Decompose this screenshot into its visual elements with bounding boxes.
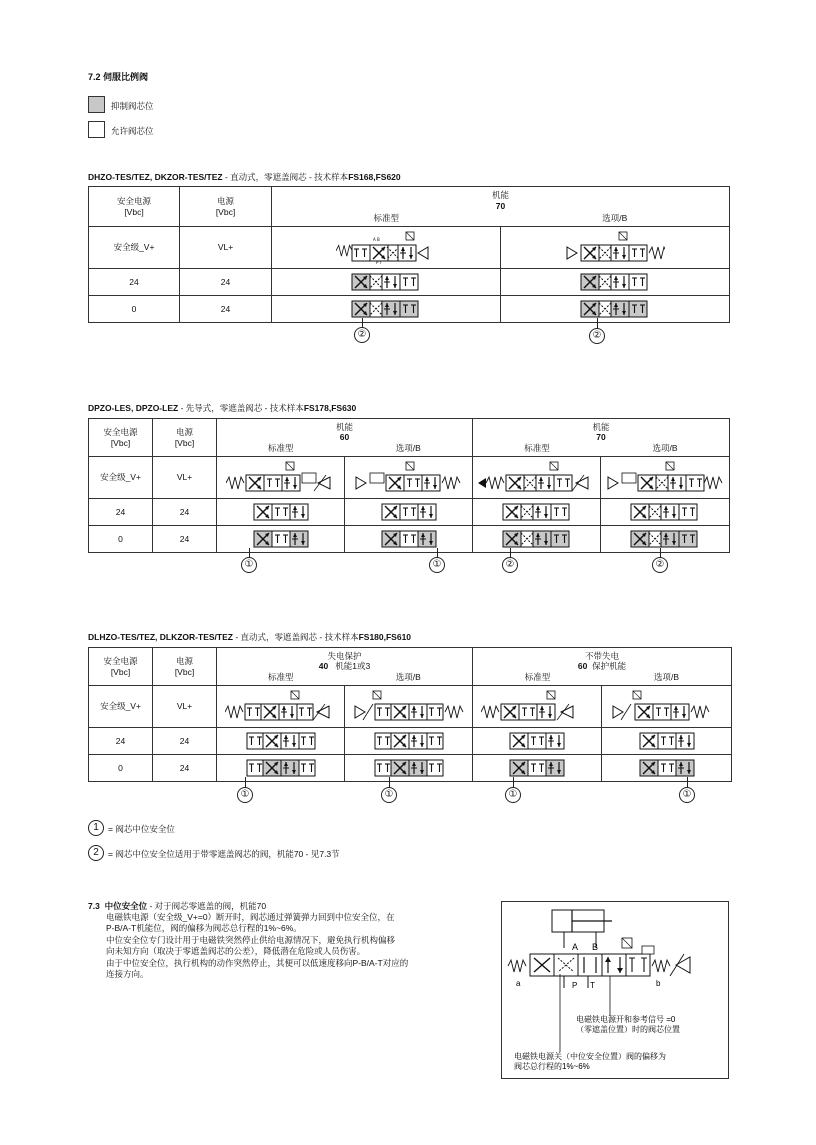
table1-row2-safety: 24 — [89, 269, 180, 296]
table3-col-power: 电源 [Vbc] — [153, 648, 217, 686]
table3-row3-sym4 — [602, 755, 732, 782]
table2-group-70 — [473, 419, 730, 457]
section-7-3-title-bold: 中位安全位 — [104, 901, 148, 911]
body-line: 连接方向。 — [106, 969, 149, 980]
table2-row3-safety: 0 — [89, 526, 153, 553]
table2-col-safety: 安全电源 [Vbc] — [89, 419, 153, 457]
table3-callout-3: ① — [505, 787, 521, 803]
table3-col-safety: 安全电源 [Vbc] — [89, 648, 153, 686]
section-7-3-num: 7.3 — [88, 901, 100, 911]
table1-callout-std: ② — [354, 327, 370, 343]
table1-row3-safety: 0 — [89, 296, 180, 323]
section-7-3-title — [88, 900, 266, 912]
table2-callout-4: ② — [652, 557, 668, 573]
valve-symbol-opt — [565, 231, 665, 265]
table3-row3-power: 24 — [153, 755, 217, 782]
note1-mark: 1 — [88, 820, 104, 836]
table3-row2-sym1 — [217, 728, 345, 755]
table3 — [88, 647, 732, 782]
svg-text:P T: P T — [376, 259, 383, 265]
table3-row2-safety: 24 — [89, 728, 153, 755]
diagram-note1-line2: （零遮盖位置）时的阀芯位置 — [576, 1025, 680, 1034]
spool-symbol — [381, 529, 437, 549]
table2-g2-func-value: 70 — [596, 432, 606, 442]
table1-col-safety: 安全电源 [Vbc] — [89, 187, 180, 227]
note1-text: = 阀芯中位安全位 — [108, 824, 175, 834]
table3-row1-sym2 — [345, 686, 473, 728]
table1-heading-ref: FS168,FS620 — [348, 172, 401, 182]
table2-g2-func-label: 机能 — [592, 422, 610, 432]
valve-symbol-opt — [353, 690, 465, 724]
spool-symbol — [374, 758, 444, 778]
note2-text: = 阀芯中位安全位适用于带零遮盖阀芯的阀，机能70 - 见7.3节 — [108, 849, 340, 859]
table3-g2-num: 60 — [577, 661, 588, 671]
spool-symbol — [580, 272, 650, 292]
table2-callout-2: ① — [429, 557, 445, 573]
table2-g1-sub-std: 标准型 — [267, 443, 294, 453]
table3-callout-4: ① — [679, 787, 695, 803]
table3-heading-models: DLHZO-TES/TEZ, DLKZOR-TES/TEZ — [88, 632, 233, 642]
port-b-label: B — [592, 942, 599, 952]
table1-col-power: 电源 [Vbc] — [180, 187, 272, 227]
table3-row1-sym4 — [602, 686, 732, 728]
table3-g2-sub-std: 标准型 — [524, 672, 551, 682]
table3-row1-power: VL+ — [153, 686, 217, 728]
diagram-note2-line1: 电磁铁电源关（中位安全位置）阀的偏移为 — [514, 1052, 666, 1061]
body-line: P-B/A-T机能位，阀的偏移为阀芯总行程的1%~6%。 — [106, 923, 302, 934]
table2-row1-sym4 — [601, 457, 730, 499]
table2-group-60 — [217, 419, 473, 457]
spool-symbol — [509, 731, 565, 751]
table3-row1-sym3 — [473, 686, 602, 728]
section-7-3-title-rest: - 对于阀芯零遮盖的阀，机能70 — [147, 901, 267, 911]
spool-symbol — [630, 529, 700, 549]
table3-callout-2: ① — [381, 787, 397, 803]
table1-func-value: 70 — [495, 201, 506, 211]
table3-g1-title: 失电保护 — [327, 651, 362, 661]
spool-symbol — [253, 502, 309, 522]
table1-row3-power: 24 — [180, 296, 272, 323]
spool-symbol — [502, 529, 572, 549]
safety-position-diagram — [501, 901, 729, 1079]
spool-symbol — [374, 731, 444, 751]
table2-row1-sym2 — [345, 457, 473, 499]
table2-heading-ref: FS178,FS630 — [303, 403, 357, 413]
spool-symbol — [351, 299, 421, 319]
section-7-3-body — [106, 912, 446, 981]
diagram-note1-line1: 电磁铁电源开和参考信号 =0 — [576, 1015, 676, 1024]
valve-symbol-std — [225, 690, 337, 724]
section-7-2-title: 7.2 伺服比例阀 — [88, 72, 149, 82]
spool-symbol — [246, 758, 316, 778]
table2-row3-power: 24 — [153, 526, 217, 553]
table1-heading-desc: - 直动式，零遮盖阀芯 - 技术样本 — [222, 172, 349, 182]
spool-symbol — [639, 731, 695, 751]
table3-row2-power: 24 — [153, 728, 217, 755]
table2-g2-sub-opt: 选项/B — [652, 443, 678, 453]
spool-symbol — [630, 502, 700, 522]
table1-row2-power: 24 — [180, 269, 272, 296]
table3-group-40 — [217, 648, 473, 686]
spool-symbol — [351, 272, 421, 292]
table2-g1-sub-opt: 选项/B — [395, 443, 421, 453]
table3-row3-sym1 — [217, 755, 345, 782]
table1-row2-opt-symbol — [501, 269, 730, 296]
table1-func-label: 机能 — [491, 190, 509, 200]
table1-row1-opt-symbol — [501, 227, 730, 269]
table3-callout-1: ① — [237, 787, 253, 803]
spool-symbol — [639, 758, 695, 778]
table3-g1-sub-std: 标准型 — [267, 672, 294, 682]
table2-row1-sym3 — [473, 457, 601, 499]
table2-row2-power: 24 — [153, 499, 217, 526]
valve-symbol-pilot-70 — [478, 461, 596, 495]
spool-symbol — [580, 299, 650, 319]
solenoid-b-label: b — [656, 979, 661, 988]
note2-mark: 2 — [88, 845, 104, 861]
legend-swatch-inhibited — [88, 96, 105, 113]
table1-row3-std-symbol — [272, 296, 501, 323]
body-line: 电磁铁电源（安全级_V+=0）断开时，阀芯通过弹簧弹力回到中位安全位，在 — [106, 912, 395, 922]
port-a-label: A — [572, 942, 579, 952]
svg-text:A B: A B — [373, 236, 380, 242]
table1-callout-opt: ② — [589, 328, 605, 344]
spool-symbol — [381, 502, 437, 522]
table2-g1-func-value: 60 — [339, 432, 350, 442]
table3-g1-sub-opt: 选项/B — [395, 672, 421, 682]
legend-label-inhibited: 抑制阀芯位 — [111, 101, 154, 111]
diagram-note2-line2: 阀芯总行程的1%~6% — [514, 1062, 590, 1071]
table2-heading — [88, 402, 356, 414]
table3-row2-sym2 — [345, 728, 473, 755]
table2-col-power: 电源 [Vbc] — [153, 419, 217, 457]
table2-callout-3: ② — [502, 557, 518, 573]
legend-swatch-allowed — [88, 121, 105, 138]
table3-row2-sym3 — [473, 728, 602, 755]
table3-row1-safety: 安全级_V+ — [89, 686, 153, 728]
table1-callout-leader — [597, 318, 598, 328]
spool-symbol — [253, 529, 309, 549]
table3-g2-title: 不带失电 — [584, 651, 619, 661]
spool-symbol — [502, 502, 572, 522]
valve-symbol-pilot — [226, 461, 336, 495]
table3-g2-sub-opt: 选项/B — [653, 672, 680, 682]
table2-row1-sym1 — [217, 457, 345, 499]
table3-row3-sym2 — [345, 755, 473, 782]
table2-g1-func-label: 机能 — [335, 422, 353, 432]
table1-row1-std-symbol — [272, 227, 501, 269]
table2-row1-power: VL+ — [153, 457, 217, 499]
table2-row3-sym1 — [217, 526, 345, 553]
table1-heading-models: DHZO-TES/TEZ, DKZOR-TES/TEZ — [88, 172, 223, 182]
valve-symbol-pilot-opt — [354, 461, 464, 495]
valve-symbol-std — [336, 231, 436, 265]
table1-sub-std: 标准型 — [373, 213, 399, 223]
table1-sub-opt: 选项/B — [602, 213, 628, 223]
table2-heading-desc: - 先导式，零遮盖阀芯 - 技术样本 — [178, 403, 304, 413]
valve-symbol-pilot-70-opt — [606, 461, 724, 495]
table1-row1-power: VL+ — [180, 227, 272, 269]
port-p-label: P — [572, 981, 578, 990]
table2-heading-models: DPZO-LES, DPZO-LEZ — [88, 403, 179, 413]
table3-g1-desc: 机能1或3 — [335, 661, 371, 671]
valve-symbol-std-60 — [481, 690, 593, 724]
body-line: 中位安全位专门设计用于电磁铁突然停止供给电源情况下，避免执行机构偏移 — [106, 934, 396, 945]
spool-symbol — [246, 731, 316, 751]
table2-row2-safety: 24 — [89, 499, 153, 526]
table1 — [88, 186, 730, 323]
table2-row3-sym2 — [345, 526, 473, 553]
solenoid-a-label: a — [516, 979, 521, 988]
table3-heading — [88, 631, 411, 643]
legend-label-allowed: 允许阀芯位 — [111, 126, 154, 136]
table2-row2-sym3 — [473, 499, 601, 526]
table2-g2-sub-std: 标准型 — [524, 443, 550, 453]
table2-callout-1: ① — [241, 557, 257, 573]
table2-row3-sym4 — [601, 526, 730, 553]
table3-g2-desc: 保护机能 — [592, 661, 627, 671]
table3-group-60 — [473, 648, 732, 686]
table3-row3-sym3 — [473, 755, 602, 782]
table3-row1-sym1 — [217, 686, 345, 728]
table3-heading-desc: - 直动式，零遮盖阀芯 - 技术样本 — [232, 632, 359, 642]
table1-heading — [88, 171, 401, 183]
table3-row2-sym4 — [602, 728, 732, 755]
spool-symbol — [509, 758, 565, 778]
valve-symbol-opt-60 — [611, 690, 723, 724]
table3-row3-safety: 0 — [89, 755, 153, 782]
table2-row2-sym2 — [345, 499, 473, 526]
body-line: 向未知方向（取决于零遮盖阀芯的公差），降低潜在危险或人员伤害。 — [106, 946, 366, 957]
table2-row2-sym4 — [601, 499, 730, 526]
table2-row2-sym1 — [217, 499, 345, 526]
table3-g1-num: 40 — [318, 661, 329, 671]
table1-row3-opt-symbol — [501, 296, 730, 323]
body-line: 由于中位安全位，执行机构的动作突然停止，其便可以低速度移向P-B/A-T对应的 — [106, 957, 409, 968]
table2-row1-safety: 安全级_V+ — [89, 457, 153, 499]
table1-row2-std-symbol — [272, 269, 501, 296]
table2-row3-sym3 — [473, 526, 601, 553]
table1-row1-safety: 安全级_V+ — [89, 227, 180, 269]
table2 — [88, 418, 730, 553]
valve-actuator-diagram — [502, 902, 728, 1078]
port-t-label: T — [590, 981, 595, 990]
table1-func-header — [272, 187, 730, 227]
table3-heading-ref: FS180,FS610 — [358, 632, 412, 642]
